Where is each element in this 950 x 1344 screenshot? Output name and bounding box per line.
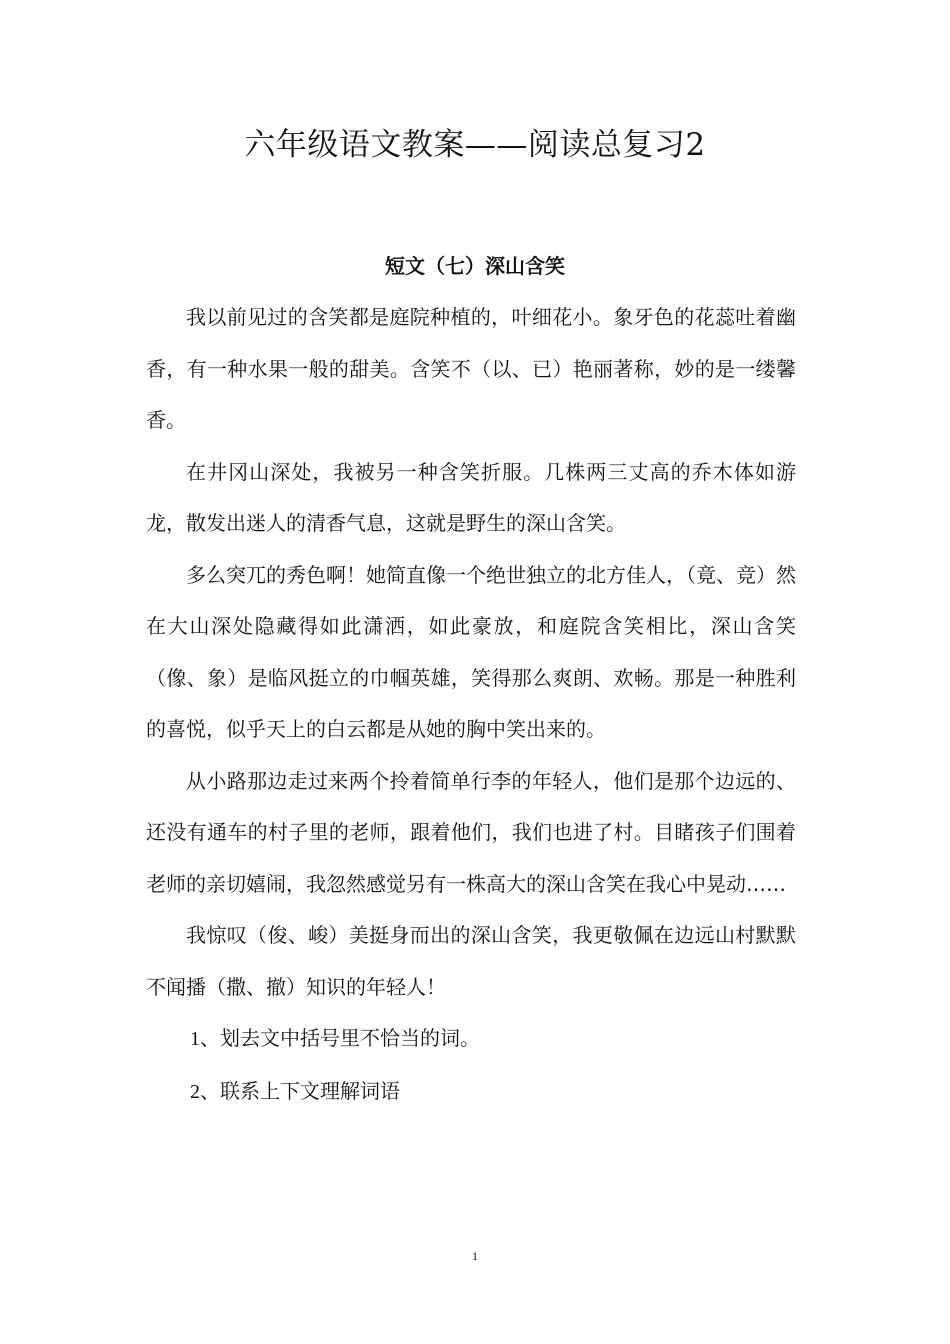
paragraph: 多么突兀的秀色啊！她简直像一个绝世独立的北方佳人，（竟、竞）然在大山深处隐藏得如此潇洒，如此豪放，和庭院含笑相比，深山含笑（像、象）是临风挺立的巾帼英雄，笑得那么爽朗、欢畅。那是一种胜利的喜悦，似乎天上的白云都是从她的胸中笑出来的。 <box>146 562 796 741</box>
passage-body <box>146 292 796 1118</box>
paragraph: 从小路那边走过来两个拎着简单行李的年轻人，他们是那个边远的、还没有通车的村子里的老师，跟着他们，我们也进了村。目睹孩子们围着老师的亲切嬉闹，我忽然感觉另有一株高大的深山含笑在我心中晃动…… <box>146 768 796 896</box>
page-number: 1 <box>472 1249 478 1263</box>
question-text: 、联系上下文理解词语 <box>200 1078 400 1103</box>
question-item <box>146 1013 796 1066</box>
section-title: 短文（七）深山含笑 <box>385 254 565 278</box>
question-item <box>146 1066 796 1119</box>
paragraph: 在井冈山深处，我被另一种含笑折服。几株两三丈高的乔木体如游龙，散发出迷人的清香气息，这就是野生的深山含笑。 <box>146 459 796 535</box>
paragraph: 我以前见过的含笑都是庭院种植的，叶细花小。象牙色的花蕊吐着幽香，有一种水果一般的甜美。含笑不（以、已）艳丽著称，妙的是一缕馨香。 <box>146 305 796 432</box>
paragraph: 我惊叹（俊、峻）美挺身而出的深山含笑，我更敬佩在边远山村默默不闻播（撒、撤）知识的年轻人！ <box>146 923 796 999</box>
question-number: 1 <box>190 1028 200 1050</box>
question-text: 、划去文中括号里不恰当的词。 <box>200 1026 480 1050</box>
question-number: 2 <box>190 1080 200 1103</box>
document-title: 六年级语文教案——阅读总复习2 <box>244 127 706 163</box>
